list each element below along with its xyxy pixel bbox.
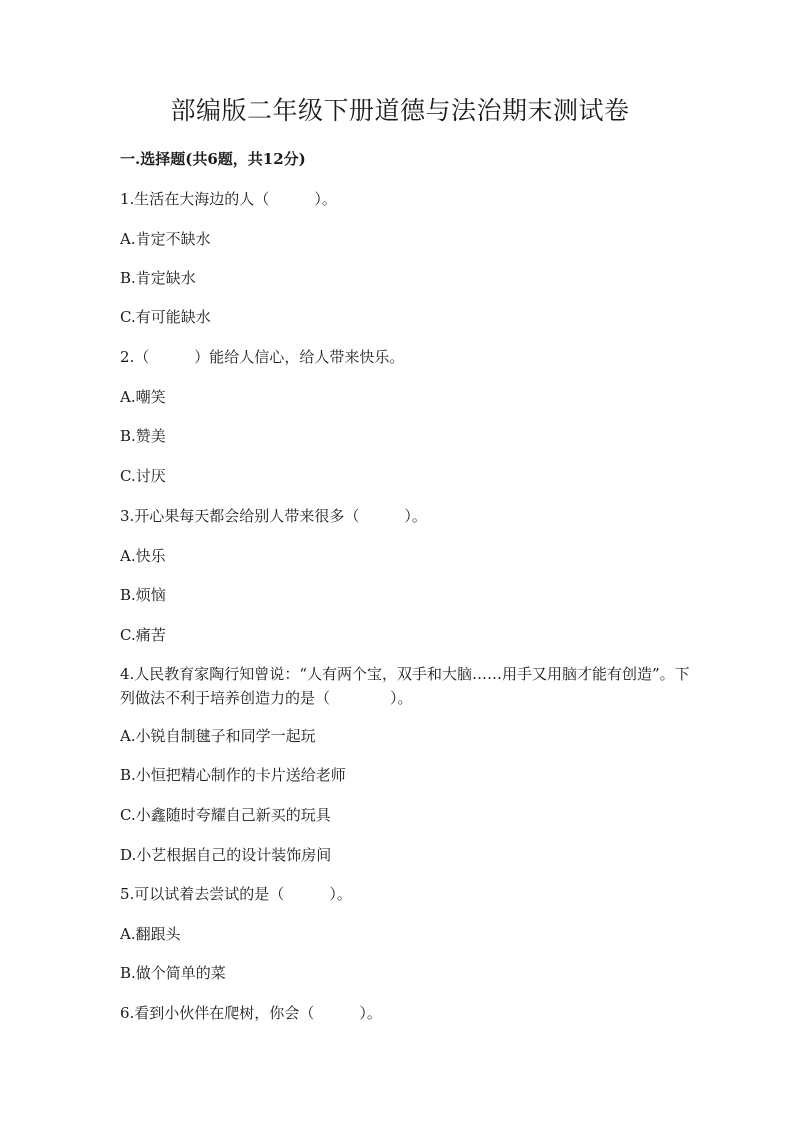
question-4-option-a: A.小锐自制毽子和同学一起玩 xyxy=(120,727,316,745)
question-2-stem: 2.（ ）能给人信心，给人带来快乐。 xyxy=(120,348,405,366)
question-2-option-b: B.赞美 xyxy=(120,427,166,445)
question-1-option-b: B.肯定缺水 xyxy=(120,269,196,287)
question-5-option-a: A.翻跟头 xyxy=(120,925,181,943)
question-3-stem: 3.开心果每天都会给别人带来很多（ ）。 xyxy=(120,507,427,525)
question-4-option-d: D.小艺根据自己的设计装饰房间 xyxy=(120,846,332,864)
exam-title: 部编版二年级下册道德与法治期末测试卷 xyxy=(170,96,630,125)
question-5-option-b: B.做个简单的菜 xyxy=(120,964,226,982)
question-4-option-c: C.小鑫随时夸耀自己新买的玩具 xyxy=(120,806,331,824)
question-3-option-b: B.烦恼 xyxy=(120,586,166,604)
question-1-stem: 1.生活在大海边的人（ ）。 xyxy=(120,190,337,208)
question-4-option-b: B.小恒把精心制作的卡片送给老师 xyxy=(120,766,346,784)
question-2-option-c: C.讨厌 xyxy=(120,467,166,485)
question-4-stem: 4.人民教育家陶行知曾说：“人有两个宝，双手和大脑……用手又用脑才能有创造”。下列做法不利于培养创造力的是（ ）。 xyxy=(120,665,690,707)
question-5-stem: 5.可以试着去尝试的是（ ）。 xyxy=(120,885,352,903)
question-6-stem: 6.看到小伙伴在爬树，你会（ ）。 xyxy=(120,1004,382,1022)
question-1-option-c: C.有可能缺水 xyxy=(120,308,211,326)
question-2-option-a: A.嘲笑 xyxy=(120,388,166,406)
section-heading: 一.选择题(共6题，共12分) xyxy=(120,150,306,168)
question-1-option-a: A.肯定不缺水 xyxy=(120,230,211,248)
question-3-option-a: A.快乐 xyxy=(120,547,166,565)
question-3-option-c: C.痛苦 xyxy=(120,626,166,644)
